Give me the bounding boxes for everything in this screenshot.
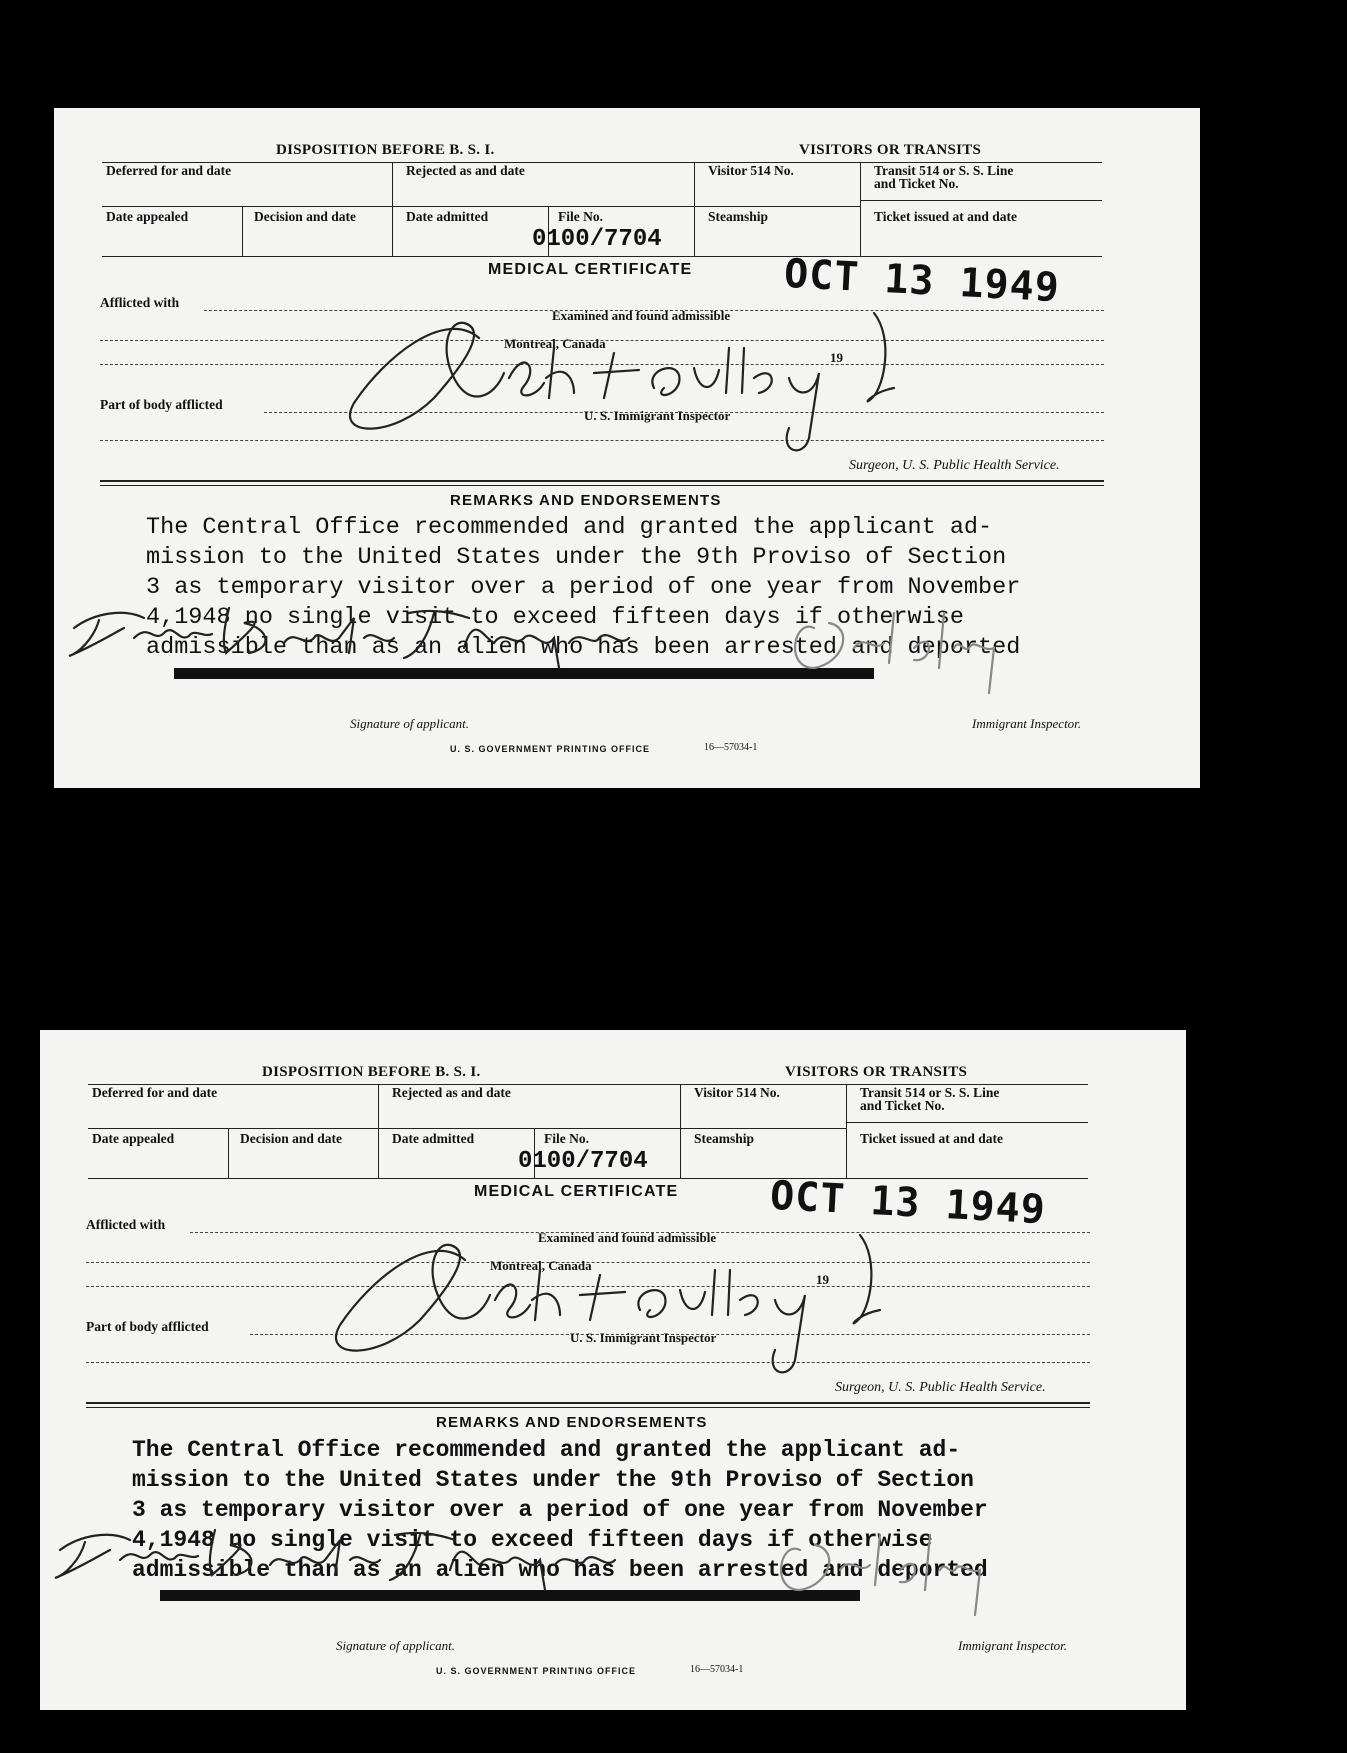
file-number: 0100/7704	[532, 226, 662, 253]
examined-stamp: Examined and found admissible	[538, 1230, 717, 1245]
gpo-imprint: U. S. GOVERNMENT PRINTING OFFICE	[436, 1666, 637, 1676]
deferred-label: Deferred for and date	[92, 1085, 218, 1100]
transit-label: Transit 514 or S. S. Line	[860, 1085, 1000, 1100]
place-stamp: Montreal, Canada	[490, 1258, 592, 1273]
medical-certificate-header: MEDICAL CERTIFICATE	[488, 261, 693, 278]
gpo-imprint: U. S. GOVERNMENT PRINTING OFFICE	[450, 744, 651, 754]
remarks-line-1: The Central Office recommended and granted the applicant ad-	[146, 514, 993, 541]
steamship-label: Steamship	[708, 209, 769, 224]
immigration-card-2	[40, 1030, 1186, 1710]
remarks-header: REMARKS AND ENDORSEMENTS	[450, 492, 722, 509]
visitors-header: VISITORS OR TRANSITS	[785, 1064, 968, 1080]
year-field: 19	[816, 1272, 829, 1287]
visitor-514-label: Visitor 514 No.	[694, 1085, 780, 1100]
rejected-label: Rejected as and date	[392, 1085, 511, 1100]
visitors-header: VISITORS OR TRANSITS	[799, 142, 982, 158]
file-no-label: File No.	[558, 209, 603, 224]
form-number: 16—57034-1	[690, 1664, 744, 1675]
date-appealed-label: Date appealed	[106, 209, 189, 224]
date-stamp: OCT 13 1949	[782, 250, 1061, 312]
inspector-signature-drawing	[336, 1235, 880, 1372]
inspector-signature-drawing	[350, 313, 894, 450]
examined-stamp: Examined and found admissible	[552, 308, 731, 323]
remarks-line-3: 3 as temporary visitor over a period of one year from November	[132, 1497, 988, 1523]
visitor-514-label: Visitor 514 No.	[708, 163, 794, 178]
remarks-line-4: 4,1948 no single visit to exceed fifteen days if otherwise	[132, 1527, 933, 1553]
rejected-label: Rejected as and date	[406, 163, 525, 178]
form-number: 16—57034-1	[704, 742, 758, 753]
handwritten-signatures	[54, 108, 1200, 788]
decision-label: Decision and date	[240, 1131, 343, 1146]
decision-label: Decision and date	[254, 209, 357, 224]
date-stamp: OCT 13 1949	[768, 1172, 1047, 1234]
remarks-line-3: 3 as temporary visitor over a period of one year from November	[146, 574, 1021, 601]
afflicted-with-label: Afflicted with	[86, 1217, 166, 1232]
date-appealed-label: Date appealed	[92, 1131, 175, 1146]
remarks-line-2: mission to the United States under the 9th Proviso of Section	[146, 544, 1007, 571]
file-no-label: File No.	[544, 1131, 589, 1146]
signature-of-applicant-label: Signature of applicant.	[350, 716, 470, 731]
immigrant-inspector-label: Immigrant Inspector.	[972, 716, 1082, 731]
medical-certificate-header: MEDICAL CERTIFICATE	[474, 1183, 679, 1200]
inspector-stamp: U. S. Immigrant Inspector	[584, 408, 731, 423]
place-stamp: Montreal, Canada	[504, 336, 606, 351]
remarks-text	[132, 1435, 1142, 1585]
part-of-body-label: Part of body afflicted	[86, 1319, 209, 1334]
handwritten-signatures	[40, 1030, 1186, 1710]
date-admitted-label: Date admitted	[392, 1131, 475, 1146]
remarks-line-5: admissible than as an alien who has been arrested and deported	[132, 1557, 988, 1583]
immigration-card-1	[54, 108, 1200, 788]
remarks-line-5: admissible than as an alien who has been arrested and deported	[146, 634, 1021, 661]
remarks-text	[146, 513, 1156, 663]
ticket-issued-label: Ticket issued at and date	[860, 1131, 1004, 1146]
file-number: 0100/7704	[518, 1148, 648, 1175]
signature-of-applicant-label: Signature of applicant.	[336, 1638, 456, 1653]
ticket-issued-label: Ticket issued at and date	[874, 209, 1018, 224]
redaction-strike	[160, 1590, 860, 1601]
inspector-stamp: U. S. Immigrant Inspector	[570, 1330, 717, 1345]
remarks-line-1: The Central Office recommended and granted the applicant ad-	[132, 1437, 961, 1463]
remarks-line-2: mission to the United States under the 9th Proviso of Section	[132, 1467, 974, 1493]
disposition-header: DISPOSITION BEFORE B. S. I.	[262, 1064, 481, 1080]
remarks-line-4: 4,1948 no single visit to exceed fifteen days if otherwise	[146, 604, 964, 631]
remarks-header: REMARKS AND ENDORSEMENTS	[436, 1414, 708, 1431]
ticket-no-label: and Ticket No.	[860, 1098, 945, 1113]
transit-label: Transit 514 or S. S. Line	[874, 163, 1014, 178]
year-field: 19	[830, 350, 843, 365]
steamship-label: Steamship	[694, 1131, 755, 1146]
date-admitted-label: Date admitted	[406, 209, 489, 224]
disposition-header: DISPOSITION BEFORE B. S. I.	[276, 142, 495, 158]
surgeon-label: Surgeon, U. S. Public Health Service.	[835, 1380, 1046, 1395]
immigrant-inspector-label: Immigrant Inspector.	[958, 1638, 1068, 1653]
part-of-body-label: Part of body afflicted	[100, 397, 223, 412]
ticket-no-label: and Ticket No.	[874, 176, 959, 191]
redaction-strike	[174, 668, 874, 679]
afflicted-with-label: Afflicted with	[100, 295, 180, 310]
deferred-label: Deferred for and date	[106, 163, 232, 178]
surgeon-label: Surgeon, U. S. Public Health Service.	[849, 458, 1060, 473]
